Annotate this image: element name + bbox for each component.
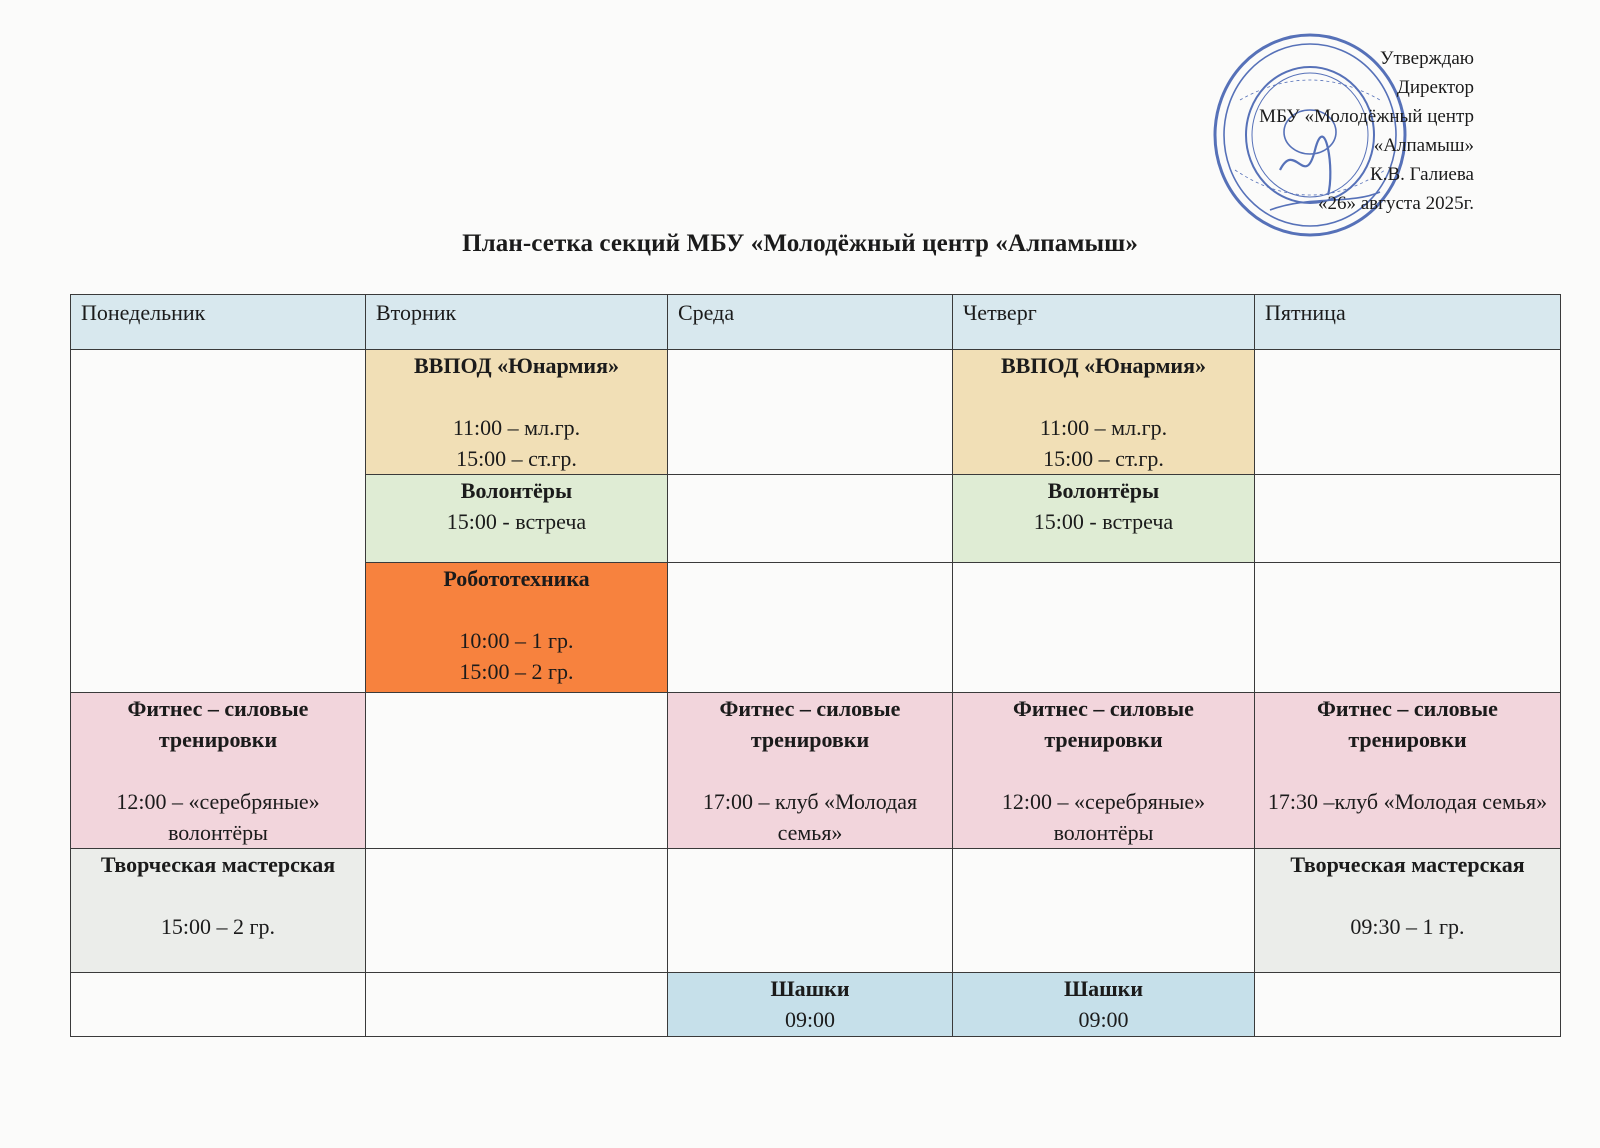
session-name: Волонтёры <box>1047 478 1160 503</box>
approval-line: Утверждаю <box>1380 48 1474 69</box>
session-cell-volunteers-thu <box>953 475 1255 563</box>
session-time: 17:30 –клуб «Молодая семья» <box>1267 789 1548 814</box>
day-header-wednesday: Среда <box>668 295 953 350</box>
table-row <box>71 693 1561 849</box>
session-time: 10:00 – 1 гр. <box>459 628 574 653</box>
empty-cell <box>953 563 1255 693</box>
session-name: Творческая мастерская <box>100 852 336 877</box>
empty-cell <box>71 350 366 693</box>
session-name: Шашки <box>1063 976 1144 1001</box>
approval-block <box>1259 44 1474 218</box>
session-cell-fitness-mon <box>71 693 366 849</box>
empty-cell <box>1255 563 1561 693</box>
session-time: 09:00 <box>784 1007 836 1032</box>
session-cell-volunteers-tue <box>366 475 668 563</box>
header-row <box>71 295 1561 350</box>
day-header-tuesday: Вторник <box>366 295 668 350</box>
approval-line: К.В. Галиева <box>1370 164 1474 185</box>
approval-line: Директор <box>1396 77 1474 98</box>
empty-cell <box>668 475 953 563</box>
session-time: 15:00 – ст.гр. <box>456 446 577 471</box>
session-time: 12:00 – «серебряные» волонтёры <box>116 789 320 845</box>
session-name: Фитнес – силовые тренировки <box>719 696 901 752</box>
session-time: 09:00 <box>1078 1007 1129 1032</box>
session-cell-checkers-thu <box>953 973 1255 1037</box>
empty-cell <box>1255 350 1561 475</box>
session-name: Робототехника <box>443 566 590 591</box>
session-cell-fitness-thu <box>953 693 1255 849</box>
session-cell-fitness-fri <box>1255 693 1561 849</box>
session-time: 12:00 – «серебряные» волонтёры <box>1001 789 1206 845</box>
day-header-thursday: Четверг <box>953 295 1255 350</box>
session-name: Фитнес – силовые тренировки <box>1013 696 1194 752</box>
session-name: Фитнес – силовые тренировки <box>1317 696 1498 752</box>
session-time: 11:00 – мл.гр. <box>1039 415 1168 440</box>
table-row <box>71 350 1561 475</box>
schedule-table <box>70 294 1561 1037</box>
session-name: ВВПОД «Юнармия» <box>1000 353 1207 378</box>
session-name: Шашки <box>770 976 850 1001</box>
session-cell-yunarmiya-thu <box>953 350 1255 475</box>
day-header-monday: Понедельник <box>71 295 366 350</box>
session-time: 11:00 – мл.гр. <box>452 415 581 440</box>
empty-cell <box>1255 973 1561 1037</box>
empty-cell <box>366 693 668 849</box>
empty-cell <box>953 849 1255 973</box>
table-row <box>71 849 1561 973</box>
approval-line: «26» августа 2025г. <box>1318 193 1474 214</box>
session-time: 15:00 - встреча <box>446 509 587 534</box>
document-title: План-сетка секций МБУ «Молодёжный центр «Алпамыш» <box>462 230 1138 257</box>
table-row <box>71 973 1561 1037</box>
empty-cell <box>1255 475 1561 563</box>
empty-cell <box>366 973 668 1037</box>
session-cell-workshop-fri <box>1255 849 1561 973</box>
session-time: 15:00 – ст.гр. <box>1043 446 1164 471</box>
empty-cell <box>366 849 668 973</box>
session-name: Волонтёры <box>460 478 573 503</box>
session-time: 15:00 – 2 гр. <box>160 914 276 939</box>
session-time: 17:00 – клуб «Молодая семья» <box>702 789 918 845</box>
session-time: 15:00 - встреча <box>1033 509 1174 534</box>
session-cell-robotics-tue <box>366 563 668 693</box>
approval-line: МБУ «Молодёжный центр <box>1259 106 1474 127</box>
empty-cell <box>668 350 953 475</box>
empty-cell <box>668 849 953 973</box>
session-cell-workshop-mon <box>71 849 366 973</box>
session-time: 15:00 – 2 гр. <box>459 659 574 684</box>
day-header-friday: Пятница <box>1255 295 1561 350</box>
session-cell-fitness-wed <box>668 693 953 849</box>
session-name: Творческая мастерская <box>1290 852 1525 877</box>
empty-cell <box>71 973 366 1037</box>
empty-cell <box>668 563 953 693</box>
approval-line: «Алпамыш» <box>1373 135 1474 156</box>
session-name: ВВПОД «Юнармия» <box>413 353 620 378</box>
session-cell-yunarmiya-tue <box>366 350 668 475</box>
session-name: Фитнес – силовые тренировки <box>127 696 309 752</box>
session-time: 09:30 – 1 гр. <box>1350 914 1465 939</box>
session-cell-checkers-wed <box>668 973 953 1037</box>
